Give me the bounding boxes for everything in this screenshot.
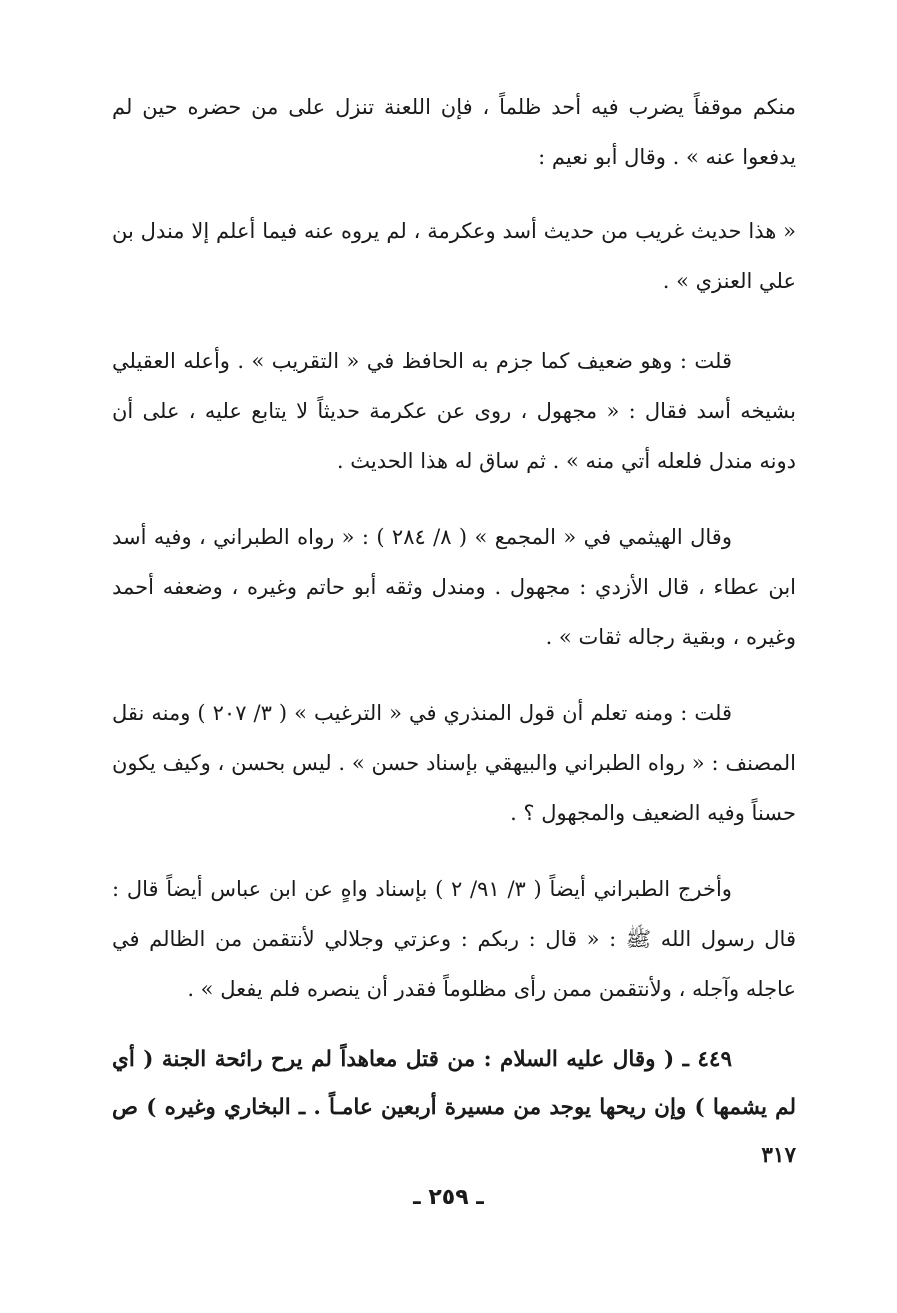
- paragraph-haythami-note: وقال الهيثمي في « المجمع » ( ٨/ ٢٨٤ ) : « رواه الطبراني ، وفيه أسد ابن عطاء ، قال الأزدي : مجهول . ومندل وثقه أبو حاتم وغيره ، وضعفه أحمد وغيره ، وبقية رجاله ثقات » .: [112, 525, 796, 649]
- page-number: ـ ٢٥٩ ـ: [413, 1185, 484, 1210]
- page-body: [112, 82, 796, 1180]
- hadith-449-heading: ٤٤٩ ـ ( وقال عليه السلام : من قتل معاهداً لم يرح رائحة الجنة ( أي لم يشمها ) وإن ريحها يوجد من مسيرة أربعين عامـاً . ـ البخاري وغيره ) ص ٣١٧: [112, 1047, 796, 1168]
- paragraph-abu-nuaym-quote: « هذا حديث غريب من حديث أسد وعكرمة ، لم يروه عنه فيما أعلم إلا مندل بن علي العنزي » .: [112, 219, 796, 293]
- paragraph-taqrib-note: قلت : وهو ضعيف كما جزم به الحافظ في « التقريب » . وأعله العقيلي بشيخه أسد فقال : « مجهول ، روى عن عكرمة حديثاً لا يتابع عليه ، على أن دونه مندل فلعله أتي منه » . ثم ساق له هذا الحديث .: [112, 349, 796, 473]
- paragraph-tabarani-hadith: وأخرج الطبراني أيضاً ( ٣/ ٩١/ ٢ ) بإسناد واهٍ عن ابن عباس أيضاً قال : قال رسول الله ﷺ : « قال : ربكم : وعزتي وجلالي لأنتقمن من الظالم في عاجله وآجله ، ولأنتقمن ممن رأى مظلوماً فقدر أن ينصره فلم يفعل » .: [112, 877, 796, 1001]
- paragraph-continuation: منكم موقفاً يضرب فيه أحد ظلماً ، فإن اللعنة تنزل على من حضره حين لم يدفعوا عنه » . وقال أبو نعيم :: [112, 95, 796, 169]
- paragraph-mundhiri-note: قلت : ومنه تعلم أن قول المنذري في « الترغيب » ( ٣/ ٢٠٧ ) ومنه نقل المصنف : « رواه الطبراني والبيهقي بإسناد حسن » . ليس بحسن ، وكيف يكون حسناً وفيه الضعيف والمجهول ؟ .: [112, 701, 796, 825]
